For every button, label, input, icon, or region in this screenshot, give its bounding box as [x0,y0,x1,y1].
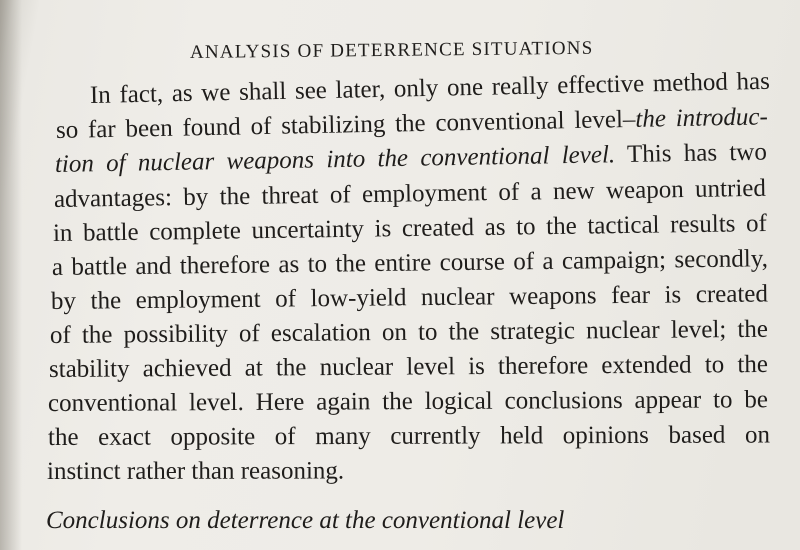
line-text: by the employment of low-yield nuclear weapons fear is created [50,280,769,315]
line-text: instinct rather than reasoning. [46,457,345,485]
paragraph-line [50,316,768,354]
line-text: the exact opposite of many currently held opinions based on [47,421,771,451]
line-text: so far been found of stabilizing the conventional level– [55,105,636,144]
line-text: of the possibility of escalation on to the strategic nuclear level; the [49,315,769,349]
line-text: This has two [614,138,768,169]
running-head: ANALYSIS OF DETERRENCE SITUATIONS [189,37,594,63]
paragraph-line [48,421,770,456]
line-text: advantages: by the threat of employment of a new weapon untried [53,174,767,213]
paragraph-line [47,457,344,486]
line-text: a battle and therefore as to the entire course of a campaign; secondly, [51,245,769,281]
paragraph-line [51,280,768,320]
line-text: conventional level. Here again the logical conclusions appear to be [47,386,769,417]
paragraph-line [49,351,768,388]
italic-text: tion of nuclear weapons into the conventional level. [54,141,616,178]
section-heading: Conclusions on deterrence at the conventional level [46,507,565,534]
line-text: In fact, as we shall see later, only one really effective method has [89,67,771,109]
paragraph-line [52,245,768,286]
italic-text: the introduc- [635,103,769,133]
line-text: stability achieved at the nuclear level is therefore extended to the [48,350,769,383]
line-text: in battle complete uncertainty is created as to the tactical results of [52,210,768,247]
paragraph-line [48,386,768,422]
